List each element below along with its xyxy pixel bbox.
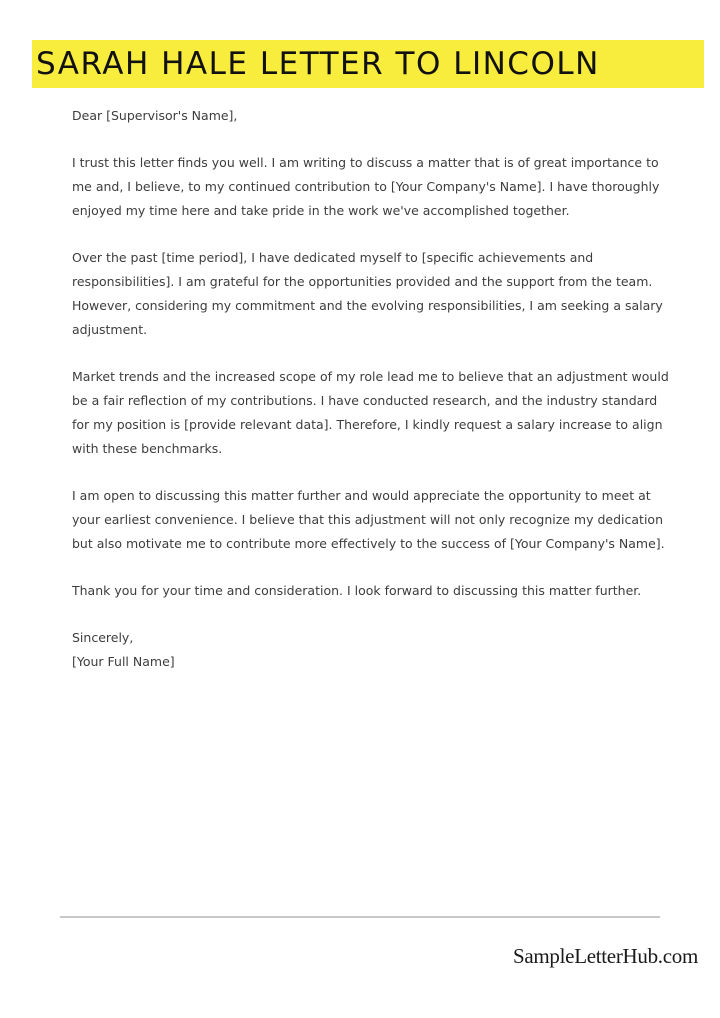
page-title: SARAH HALE LETTER TO LINCOLN [36, 46, 600, 82]
footer-divider [60, 916, 660, 918]
paragraph-2: Over the past [time period], I have dedicated myself to [specific achievements and responsibilities]. I am grateful for the opportunities provided and the support from the team. However, considering my commitment and the evolving responsibilities, I am seeking a salary adjustment. [72, 250, 663, 337]
closing: Sincerely, [72, 630, 134, 645]
paragraph-4: I am open to discussing this matter further and would appreciate the opportunity to meet at your earliest convenience. I believe that this adjustment will not only recognize my dedication but also motivate me to contribute more effectively to the success of [Your Company's Name]. [72, 488, 665, 551]
signature-placeholder: [Your Full Name] [72, 654, 175, 669]
paragraph-1: I trust this letter finds you well. I am writing to discuss a matter that is of great importance to me and, I believe, to my continued contribution to [Your Company's Name]. I have thoroughly enjoyed my time here and take pride in the work we've accomplished together. [72, 155, 660, 218]
brand-watermark: SampleLetterHub.com [513, 944, 698, 968]
paragraph-5: Thank you for your time and consideration. I look forward to discussing this matter further. [72, 583, 642, 598]
paragraph-3: Market trends and the increased scope of my role lead me to believe that an adjustment would be a fair reflection of my contributions. I have conducted research, and the industry standard for my position is [provide relevant data]. Therefore, I kindly request a salary increase to align with these benchmarks. [72, 369, 669, 456]
letter-body [72, 104, 672, 674]
salutation: Dear [Supervisor's Name], [72, 108, 238, 123]
